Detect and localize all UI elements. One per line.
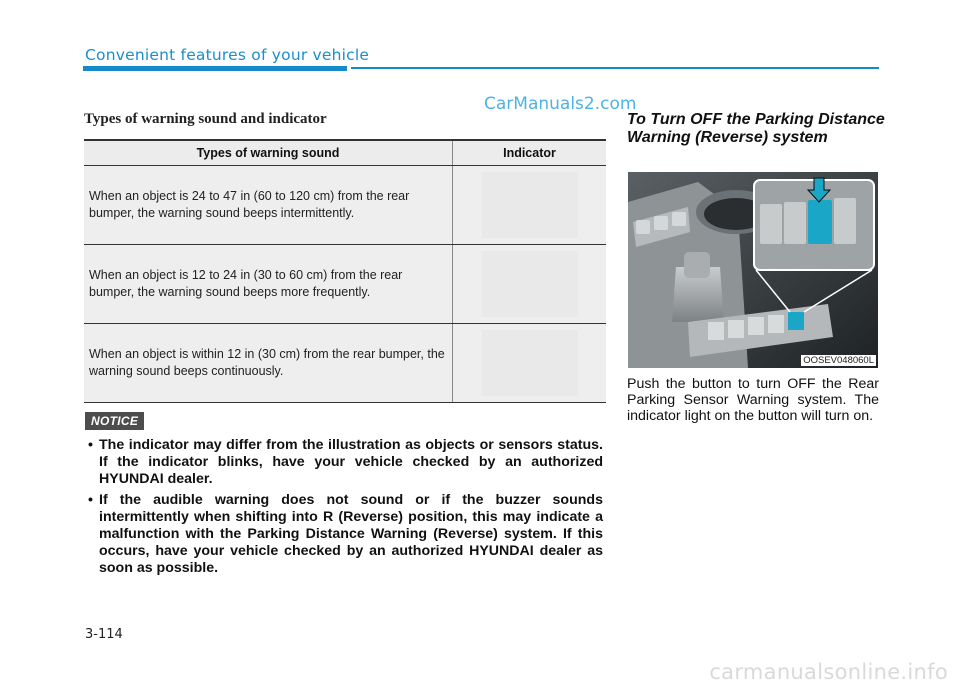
notice-list xyxy=(84,437,603,581)
subsection-heading: To Turn OFF the Parking Distance Warning (Reverse) system xyxy=(627,111,885,146)
page-number: 3-114 xyxy=(85,627,123,642)
notice-item: • The indicator may differ from the illustration as objects or sensors status. If the indicator blinks, have your vehicle checked by an authorized HYUNDAI dealer. xyxy=(84,437,603,488)
column-header-sound: Types of warning sound xyxy=(84,140,453,166)
instruction-text: Push the button to turn OFF the Rear Parking Sensor Warning system. The indicator light on the button will turn on. xyxy=(627,376,879,424)
header-rule xyxy=(351,67,879,69)
column-header-indicator: Indicator xyxy=(453,140,607,166)
header-accent-bar xyxy=(83,66,347,71)
indicator-illustration xyxy=(482,172,578,238)
figure-code: OOSEV048060L xyxy=(803,355,874,366)
sound-description: When an object is within 12 in (30 cm) from the rear bumper, the warning sound beeps continuously. xyxy=(84,324,453,403)
console-button-photo xyxy=(628,172,878,368)
watermark-bottom: carmanualsonline.info xyxy=(709,660,948,684)
indicator-cell xyxy=(453,166,607,245)
console-illustration xyxy=(628,172,878,368)
warning-sound-table xyxy=(84,139,606,403)
section-header: Convenient features of your vehicle xyxy=(85,46,370,64)
table-header-row xyxy=(84,140,606,166)
indicator-cell xyxy=(453,245,607,324)
indicator-illustration xyxy=(482,251,578,317)
sound-description: When an object is 24 to 47 in (60 to 120 cm) from the rear bumper, the warning sound beeps intermittently. xyxy=(84,166,453,245)
watermark-top: CarManuals2.com xyxy=(484,94,637,114)
indicator-cell xyxy=(453,324,607,403)
table-row xyxy=(84,245,606,324)
notice-item: • If the audible warning does not sound or if the buzzer sounds intermittently when shifting into R (Reverse) position, this may indicate a malfunction with the Parking Distance Warning (Reverse) system. If this occurs, have your vehicle checked by an authorized HYUNDAI dealer as soon as possible. xyxy=(84,492,603,577)
indicator-illustration xyxy=(482,330,578,396)
notice-badge: NOTICE xyxy=(85,412,144,430)
page-title: Types of warning sound and indicator xyxy=(84,111,327,127)
table-row xyxy=(84,166,606,245)
table-row xyxy=(84,324,606,403)
sound-description: When an object is 12 to 24 in (30 to 60 cm) from the rear bumper, the warning sound beeps more frequently. xyxy=(84,245,453,324)
